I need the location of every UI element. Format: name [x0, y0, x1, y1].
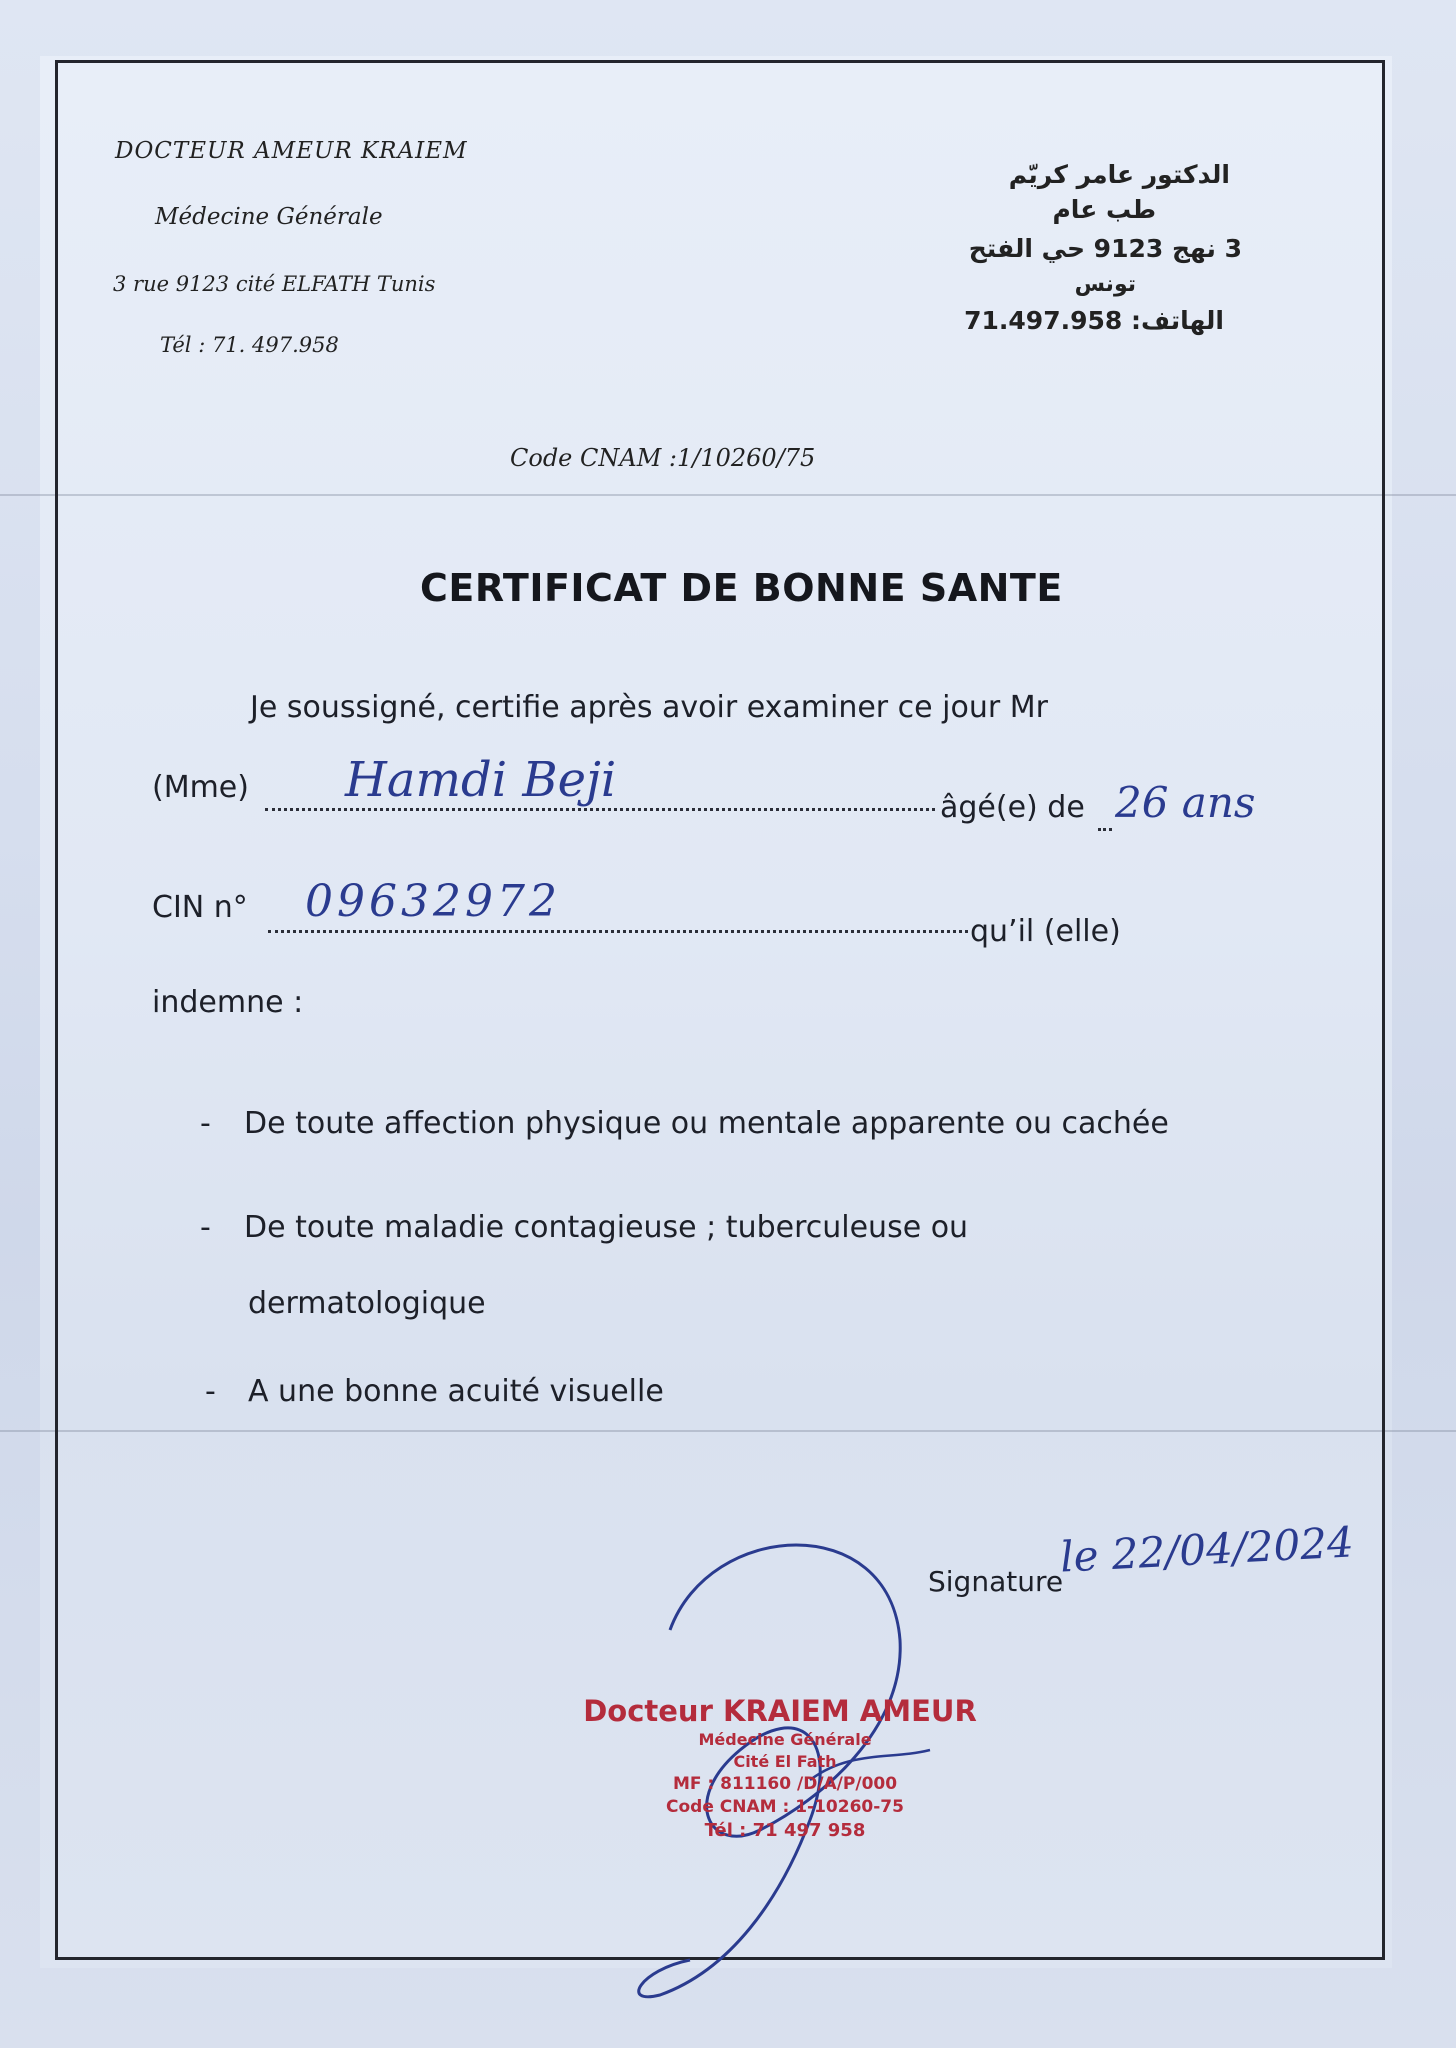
signature-label: Signature — [928, 1565, 1064, 1598]
phone-ar: الهاتف: 71.497.958 — [964, 306, 1224, 335]
stamp-mf: MF : 811160 /D/A/P/000 — [672, 1774, 898, 1794]
stamp-doctor-name: Docteur KRAIEM AMEUR — [583, 1694, 977, 1728]
name-label: (Mme) — [152, 770, 249, 805]
intro-text: Je soussigné, certifie après avoir examiner ce jour Mr — [250, 690, 1048, 725]
cin-dotted-line — [268, 930, 968, 933]
city-ar: تونس — [1074, 272, 1136, 297]
bullet-item-1: De toute affection physique ou mentale apparente ou cachée — [244, 1106, 1169, 1141]
doctor-name-fr: DOCTEUR AMEUR KRAIEM — [115, 138, 468, 164]
age-dotted-line — [1098, 828, 1112, 831]
date-handwritten: le 22/04/2024 — [1058, 1517, 1355, 1582]
bullet-item-2-cont: dermatologique — [248, 1286, 486, 1321]
stamp-city: Cité El Fath — [733, 1752, 837, 1771]
cin-handwritten: 09632972 — [305, 876, 561, 927]
address-fr: 3 rue 9123 cité ELFATH Tunis — [113, 272, 436, 296]
bullet-dash: - — [205, 1374, 216, 1409]
stamp-specialty: Médecine Générale — [698, 1730, 872, 1749]
bullet-item-3: A une bonne acuité visuelle — [248, 1374, 664, 1409]
bullet-dash: - — [200, 1210, 211, 1245]
stamp-tel: Tél : 71 497 958 — [704, 1820, 866, 1841]
phone-fr: Tél : 71. 497.958 — [160, 333, 339, 357]
cin-suffix: qu’il (elle) — [970, 914, 1121, 949]
specialty-fr: Médecine Générale — [155, 204, 383, 230]
patient-name-handwritten: Hamdi Beji — [345, 752, 617, 808]
cin-label: CIN n° — [152, 890, 248, 925]
bullet-dash: - — [200, 1106, 211, 1141]
age-handwritten: 26 ans — [1115, 778, 1256, 827]
age-label: âgé(e) de — [940, 790, 1085, 825]
name-dotted-line — [265, 808, 935, 811]
certificate-title: CERTIFICAT DE BONNE SANTE — [420, 566, 1063, 610]
code-cnam: Code CNAM :1/10260/75 — [510, 444, 816, 472]
stamp-cnam: Code CNAM : 1-10260-75 — [666, 1797, 904, 1817]
bullet-item-2: De toute maladie contagieuse ; tuberculeuse ou — [244, 1210, 969, 1245]
specialty-ar: طب عام — [1052, 195, 1156, 224]
indemne-label: indemne : — [152, 985, 304, 1020]
doctor-name-ar: الدكتور عامر كريّم — [1008, 160, 1230, 189]
address-ar: 3 نهج 9123 حي الفتح — [968, 234, 1242, 263]
